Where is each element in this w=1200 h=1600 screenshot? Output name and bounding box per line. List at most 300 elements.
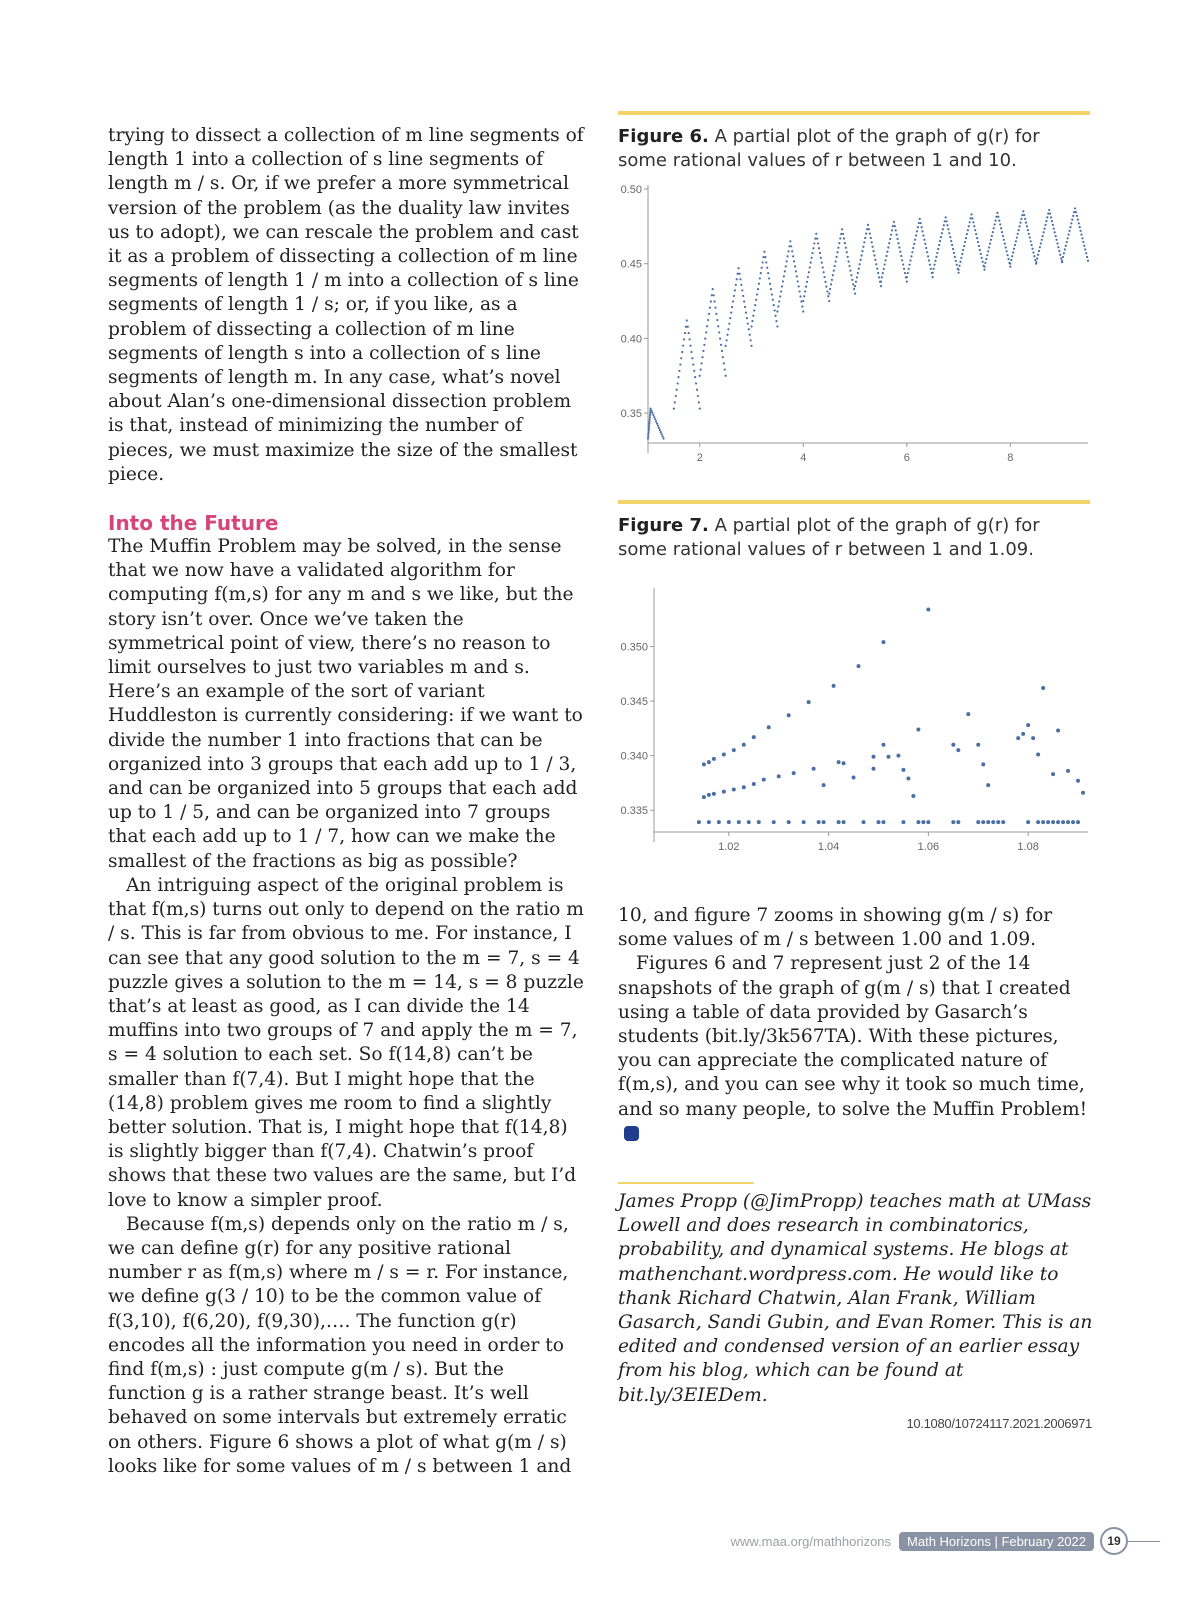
data-point: [837, 247, 839, 249]
data-point: [852, 775, 856, 779]
data-point: [956, 820, 960, 824]
data-point: [1063, 252, 1065, 254]
data-point: [991, 820, 995, 824]
data-point: [949, 236, 951, 238]
left-paragraph-4: Because f(m,s) depends only on the ratio m / s, we can define g(r) for any positive rational number r as f(m,s) where m / s = r. For instance, we define g(3 / 10) to be the common value of f(3,10), f(6,20), f(9,30),…. The function g(r) encodes all the information you need in order to find f(m,s) : just compute g(m / s). But the function g is a rather strange beast. It’s well behaved on some intervals but extremely erratic on others. Figure 6 shows a plot of what g(m / s) looks like for some values of m / s between 1 and: [108, 1213, 572, 1477]
data-point: [1041, 820, 1045, 824]
x-tick-label: 2: [696, 452, 703, 463]
data-point: [786, 255, 788, 257]
data-point: [702, 350, 704, 352]
data-point: [964, 241, 966, 243]
data-point: [1048, 209, 1050, 211]
data-point: [841, 228, 843, 230]
data-point: [651, 412, 653, 414]
data-point: [920, 222, 922, 224]
data-point: [844, 242, 846, 244]
data-point: [934, 260, 936, 262]
data-point: [848, 265, 850, 267]
data-point: [884, 259, 886, 261]
data-point: [1041, 239, 1043, 241]
data-point: [875, 263, 877, 265]
data-point: [1062, 256, 1064, 258]
data-point: [842, 820, 846, 824]
x-tick-label: 4: [800, 452, 807, 463]
data-point: [945, 220, 947, 222]
data-point: [836, 251, 838, 253]
data-point: [976, 820, 980, 824]
y-tick-label: 0.345: [620, 696, 648, 709]
data-point: [956, 748, 960, 752]
data-point: [980, 253, 982, 255]
data-point: [758, 283, 760, 285]
x-tick-label: 1.04: [817, 841, 840, 853]
data-point: [877, 272, 879, 274]
data-point: [951, 743, 955, 747]
data-point: [647, 433, 649, 435]
data-point: [740, 284, 742, 286]
data-point: [752, 735, 756, 739]
data-point: [695, 382, 697, 384]
data-point: [846, 251, 848, 253]
data-point: [1026, 820, 1030, 824]
data-point: [849, 270, 851, 272]
data-point: [966, 233, 968, 235]
data-point: [716, 319, 718, 321]
data-point: [989, 243, 991, 245]
left-column: [108, 124, 584, 1479]
data-point: [878, 276, 880, 278]
data-point: [1038, 250, 1040, 252]
data-point: [751, 320, 753, 322]
data-point: [929, 264, 931, 266]
data-point: [677, 376, 679, 378]
data-point: [809, 266, 811, 268]
data-point: [911, 794, 915, 798]
data-point: [762, 261, 764, 263]
data-point: [906, 777, 910, 781]
data-point: [862, 246, 864, 248]
data-point: [763, 251, 765, 253]
y-tick-label: 0.335: [620, 805, 648, 818]
data-point: [954, 256, 956, 258]
data-point: [722, 790, 726, 794]
data-point: [810, 262, 812, 264]
data-point: [747, 820, 751, 824]
data-point: [916, 727, 920, 731]
data-point: [709, 307, 711, 309]
data-point: [777, 305, 779, 307]
data-point: [1055, 239, 1057, 241]
data-point: [681, 351, 683, 353]
data-point: [943, 224, 945, 226]
data-point: [845, 247, 847, 249]
data-point: [927, 255, 929, 257]
data-point: [659, 429, 661, 431]
data-point: [807, 276, 809, 278]
y-tick-label: 0.35: [620, 408, 642, 421]
data-point: [714, 307, 716, 309]
data-point: [787, 713, 791, 717]
footer-url[interactable]: www.maa.org/mathhorizons: [730, 1533, 892, 1549]
data-point: [935, 256, 937, 258]
data-point: [1018, 229, 1020, 231]
data-point: [775, 320, 777, 322]
data-point: [764, 256, 766, 258]
data-point: [925, 247, 927, 249]
data-point: [725, 375, 727, 377]
data-point: [680, 357, 682, 359]
data-point: [1019, 222, 1021, 224]
data-point: [850, 274, 852, 276]
bio-divider: [618, 1182, 754, 1184]
data-point: [921, 226, 923, 228]
data-point: [797, 280, 799, 282]
data-point: [656, 422, 658, 424]
data-point: [998, 219, 1000, 221]
data-point: [858, 268, 860, 270]
data-point: [932, 276, 934, 278]
data-point: [1081, 791, 1085, 795]
data-point: [1064, 248, 1066, 250]
data-point: [942, 228, 944, 230]
data-point: [895, 229, 897, 231]
data-point: [713, 300, 715, 302]
data-point: [908, 268, 910, 270]
data-point: [807, 700, 811, 704]
data-point: [901, 259, 903, 261]
data-point: [735, 284, 737, 286]
data-point: [822, 783, 826, 787]
data-point: [871, 767, 875, 771]
data-point: [649, 412, 651, 414]
data-point: [765, 261, 767, 263]
data-point: [896, 754, 900, 758]
figure-6-caption: [618, 125, 1092, 173]
data-point: [710, 300, 712, 302]
data-point: [767, 725, 771, 729]
data-point: [1031, 248, 1033, 250]
data-point: [1051, 820, 1055, 824]
data-point: [1001, 820, 1005, 824]
data-point: [683, 338, 685, 340]
x-tick-label: 1.06: [917, 841, 940, 853]
data-point: [880, 281, 882, 283]
data-point: [1039, 246, 1041, 248]
data-point: [732, 787, 736, 791]
data-point: [812, 247, 814, 249]
data-point: [907, 272, 909, 274]
data-point: [1017, 233, 1019, 235]
data-point: [652, 414, 654, 416]
data-point: [986, 783, 990, 787]
y-tick-label: 0.350: [620, 641, 648, 654]
data-point: [648, 420, 650, 422]
data-point: [818, 247, 820, 249]
data-point: [734, 289, 736, 291]
data-point: [1011, 255, 1013, 257]
data-point: [890, 234, 892, 236]
data-point: [1024, 218, 1026, 220]
data-point: [798, 285, 800, 287]
data-point: [742, 295, 744, 297]
data-point: [1026, 723, 1030, 727]
data-point: [885, 255, 887, 257]
data-point: [785, 265, 787, 267]
data-point: [719, 338, 721, 340]
data-point: [962, 249, 964, 251]
data-point: [823, 276, 825, 278]
data-point: [729, 317, 731, 319]
data-point: [881, 640, 885, 644]
data-point: [976, 237, 978, 239]
data-point: [914, 239, 916, 241]
data-point: [1084, 248, 1086, 250]
data-point: [1081, 237, 1083, 239]
data-point: [1021, 732, 1025, 736]
data-point: [847, 260, 849, 262]
data-point: [933, 268, 935, 270]
data-point: [701, 356, 703, 358]
data-point: [981, 257, 983, 259]
data-point: [1031, 736, 1035, 740]
data-point: [705, 331, 707, 333]
data-point: [901, 820, 905, 824]
data-point: [736, 278, 738, 280]
data-point: [1046, 216, 1048, 218]
data-point: [863, 241, 865, 243]
data-point: [648, 425, 650, 427]
data-point: [648, 422, 650, 424]
data-point: [689, 345, 691, 347]
data-point: [1010, 259, 1012, 261]
data-point: [706, 325, 708, 327]
data-point: [756, 293, 758, 295]
data-point: [1006, 254, 1008, 256]
data-point: [1002, 235, 1004, 237]
data-point: [946, 224, 948, 226]
data-point: [748, 328, 750, 330]
data-point: [891, 229, 893, 231]
data-point: [932, 272, 934, 274]
right-paragraph-2: Figures 6 and 7 represent just 2 of the 14 snapshots of the graph of g(m / s) that I created using a table of data provided by Gasarch’s students (bit.ly/3k567TA). With these pictures, you can appreciate the complicated nature of f(m,s), and you can see why it took so much time, and so many people, to solve the Muffin Problem!: [618, 953, 1088, 1120]
data-point: [701, 362, 703, 364]
data-point: [1015, 240, 1017, 242]
data-point: [936, 252, 938, 254]
data-point: [1009, 266, 1011, 268]
data-point: [1087, 260, 1089, 262]
data-point: [822, 820, 826, 824]
data-point: [959, 261, 961, 263]
data-point: [802, 300, 804, 302]
x-tick-label: 8: [1007, 452, 1014, 463]
data-point: [731, 306, 733, 308]
data-point: [926, 820, 930, 824]
data-point: [913, 243, 915, 245]
author-bio: James Propp (@JimPropp) teaches math at UMass Lowell and does research in combinatorics, probability, and dynamical systems. He blogs at mathenchant.wordpress.com. He would like to thank Richard Chatwin, Alan Frank, William Gasarch, Sandi Gubin, and Evan Romer. This is an edited and condensed version of an earlier essay from his blog, which can be found at bit.ly/3EIEDem.: [618, 1191, 1093, 1406]
data-point: [791, 250, 793, 252]
data-point: [1049, 213, 1051, 215]
data-point: [854, 292, 856, 294]
data-point: [798, 290, 800, 292]
data-point: [899, 251, 901, 253]
data-point: [884, 263, 886, 265]
data-point: [712, 288, 714, 290]
data-point: [1080, 230, 1082, 232]
data-point: [847, 256, 849, 258]
data-point: [707, 319, 709, 321]
data-point: [1061, 260, 1063, 262]
data-point: [717, 820, 721, 824]
data-point: [727, 328, 729, 330]
data-point: [993, 227, 995, 229]
data-point: [686, 319, 688, 321]
data-point: [647, 431, 649, 433]
data-point: [1086, 256, 1088, 258]
data-point: [732, 300, 734, 302]
data-point: [1043, 231, 1045, 233]
data-point: [951, 244, 953, 246]
data-point: [691, 357, 693, 359]
data-point: [687, 326, 689, 328]
data-point: [1056, 820, 1060, 824]
left-paragraph-3: An intriguing aspect of the original problem is that f(m,s) turns out only to depend on the ratio m / s. This is far from obvious to me. For instance, I can see that any good solution to the m = 7, s = 4 puzzle gives a solution to the m = 14, s = 8 puzzle that’s at least as good, as I can divide the 14 muffins into two groups of 7 and apply the m = 7, s = 4 solution to each set. So f(14,8) can’t be smaller than f(7,4). But I might hope that the (14,8) problem gives me room to find a slightly better solution. That is, I might hope that f(14,8) is slightly bigger than f(7,4). Chatwin’s proof shows that these two values are the same, but I’d love to know a simpler proof.: [108, 874, 584, 1211]
data-point: [830, 283, 832, 285]
data-point: [688, 332, 690, 334]
y-tick-label: 0.45: [620, 258, 642, 271]
x-tick-label: 6: [903, 452, 910, 463]
data-point: [1036, 257, 1038, 259]
data-point: [777, 774, 781, 778]
data-point: [658, 427, 660, 429]
data-point: [817, 242, 819, 244]
data-point: [794, 265, 796, 267]
data-point: [957, 272, 959, 274]
data-point: [1056, 729, 1060, 733]
data-point: [880, 285, 882, 287]
data-point: [953, 252, 955, 254]
data-point: [718, 331, 720, 333]
data-point: [853, 288, 855, 290]
data-point: [770, 288, 772, 290]
data-point: [872, 250, 874, 252]
data-point: [697, 820, 701, 824]
data-point: [805, 286, 807, 288]
figure-7: [618, 500, 1092, 862]
data-point: [808, 271, 810, 273]
data-point: [649, 408, 651, 410]
data-point: [766, 267, 768, 269]
data-point: [781, 285, 783, 287]
data-point: [1016, 236, 1018, 238]
data-point: [811, 252, 813, 254]
data-point: [835, 256, 837, 258]
data-point: [916, 820, 920, 824]
data-point: [1018, 225, 1020, 227]
data-point: [967, 229, 969, 231]
data-point: [823, 271, 825, 273]
x-tick-label: 1.08: [1017, 841, 1039, 853]
figure-6-chart: [618, 173, 1092, 463]
data-point: [792, 255, 794, 257]
data-point: [828, 300, 830, 302]
data-point: [969, 221, 971, 223]
data-point: [994, 223, 996, 225]
data-point: [817, 820, 821, 824]
data-point: [802, 310, 804, 312]
data-point: [981, 762, 985, 766]
data-point: [732, 748, 736, 752]
data-point: [726, 334, 728, 336]
data-point: [754, 304, 756, 306]
data-point: [722, 753, 726, 757]
data-point: [882, 272, 884, 274]
data-point: [702, 795, 706, 799]
data-point: [937, 248, 939, 250]
data-point: [747, 323, 749, 325]
data-point: [960, 257, 962, 259]
data-point: [983, 266, 985, 268]
data-point: [650, 410, 652, 412]
data-point: [923, 239, 925, 241]
x-tick-label: 1.02: [718, 841, 740, 853]
data-point: [649, 418, 651, 420]
data-point: [828, 292, 830, 294]
data-point: [1044, 224, 1046, 226]
data-point: [704, 338, 706, 340]
page-number: 19: [1100, 1527, 1128, 1555]
data-point: [832, 274, 834, 276]
data-point: [862, 820, 866, 824]
data-point: [842, 761, 846, 765]
data-point: [837, 760, 841, 764]
data-point: [793, 260, 795, 262]
data-point: [947, 228, 949, 230]
data-point: [881, 820, 885, 824]
data-point: [997, 216, 999, 218]
data-point: [697, 395, 699, 397]
data-point: [673, 408, 675, 410]
data-point: [986, 254, 988, 256]
data-point: [963, 245, 965, 247]
data-point: [654, 418, 656, 420]
data-point: [902, 263, 904, 265]
data-point: [776, 325, 778, 327]
data-point: [952, 248, 954, 250]
data-point: [1031, 244, 1033, 246]
data-point: [868, 228, 870, 230]
data-point: [738, 273, 740, 275]
data-point: [707, 793, 711, 797]
data-point: [835, 260, 837, 262]
data-point: [737, 820, 741, 824]
data-point: [919, 218, 921, 220]
data-point: [759, 277, 761, 279]
data-point: [856, 276, 858, 278]
data-point: [956, 264, 958, 266]
data-point: [753, 309, 755, 311]
data-point: [1028, 233, 1030, 235]
data-point: [801, 305, 803, 307]
data-point: [728, 323, 730, 325]
data-point: [1004, 243, 1006, 245]
data-point: [965, 237, 967, 239]
data-point: [842, 233, 844, 235]
data-point: [1035, 261, 1037, 263]
data-point: [857, 664, 861, 668]
data-point: [990, 239, 992, 241]
data-point: [888, 242, 890, 244]
data-point: [724, 368, 726, 370]
